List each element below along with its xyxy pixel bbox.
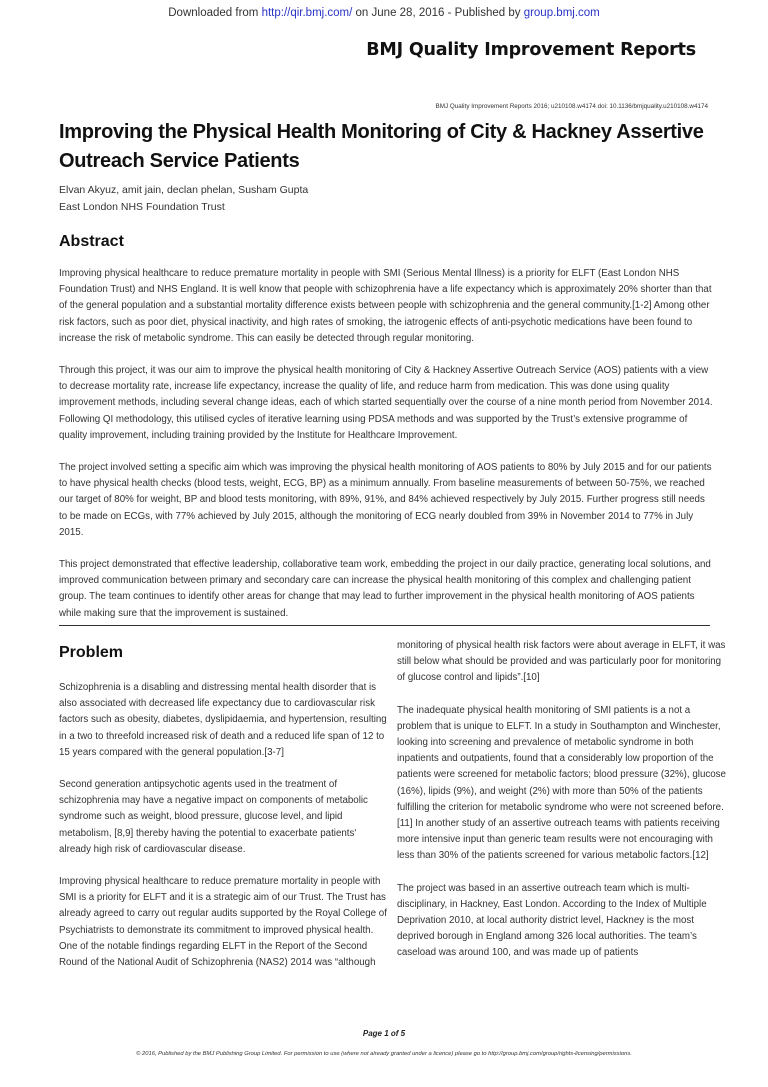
article-title: Improving the Physical Health Monitoring of City & Hackney Assertive Outreach Service Patients: [59, 121, 704, 172]
abstract-body: [59, 266, 714, 638]
right-column: [397, 638, 727, 978]
body-paragraph: monitoring of physical health risk factors were about average in ELFT, it was still below what should be provided and was particularly poor for monitoring of glucose control and lipids”.[10]: [397, 640, 726, 684]
journal-name: BMJ Quality Improvement Reports: [366, 40, 696, 60]
copyright-notice: © 2016, Published by the BMJ Publishing Group Limited. For permission to use (where not already granted under a licence) please go to http://group.bmj.com/group/rights-licensing/permissions.: [136, 1051, 632, 1057]
abstract-paragraph: Improving physical healthcare to reduce premature mortality in people with SMI (Serious Mental Illness) is a priority for ELFT (East London NHS Foundation Trust) and NHS England. It is well know that people with schizophrenia have a life expectancy which is approximately 20% shorter than that of the general population and a substantial mortality difference exists between people with schizophrenia and the general community.[1-2] Among other risk factors, such as poor diet, physical inactivity, and high rates of smoking, the iatrogenic effects of anti-psychotic medications have been found to increase the risk of metabolic syndrome. This can easily be detected through regular monitoring.: [59, 268, 712, 344]
publisher-link[interactable]: group.bmj.com: [523, 7, 600, 19]
body-paragraph: The inadequate physical health monitoring of SMI patients is a not a problem that is unique to ELFT. In a study in Southampton and Winchester, looking into screening and prevalence of metabolic syndrome in both inpatients and outpatients, found that a considerably low proportion of the patients were screened for metabolic factors; blood pressure (32%), glucose (16%), lipids (9%), and weight (2%) with more than 50% of the patients fulfilling the criterion for metabolic syndrome who were not screened before.[11] In another study of an assertive outreach teams with patients receiving more intensive input than generic team results were not encouraging with less than 30% of the patients screened for various metabolic factors.[12]: [397, 704, 726, 862]
abstract-paragraph: Through this project, it was our aim to improve the physical health monitoring of City & Hackney Assertive Outreach Service (AOS) patients with a view to decrease mortality rate, increase life expectancy, increase the quality of life, and reduce harm from medication. This was done using quality improvement methods, including several change ideas, each of which started sequentially over the course of a nine month period from November 2014. Following QI methodology, this utilised cycles of iterative learning using PDSA methods and was supported by the Trust’s extensive programme of quality improvement, including training provided by the Institute for Healthcare Improvement.: [59, 365, 713, 441]
page-number: Page 1 of 5: [362, 1029, 406, 1038]
left-column: [59, 680, 389, 987]
body-paragraph: Second generation antipsychotic agents used in the treatment of schizophrenia may have a negative impact on components of metabolic syndrome such as weight, blood pressure, glucose level, and lipid metabolism, [8,9] thereby having the potential to exacerbate patients' already high risk of cardiovascular disease.: [59, 779, 368, 855]
authors: Elvan Akyuz, amit jain, declan phelan, Susham Gupta: [59, 184, 309, 196]
problem-heading: Problem: [59, 644, 124, 661]
site-link[interactable]: http://qir.bmj.com/: [261, 7, 353, 19]
affiliation: East London NHS Foundation Trust: [59, 201, 225, 213]
abstract-paragraph: The project involved setting a specific aim which was improving the physical health monitoring of AOS patients to 80% by July 2015 and for our patients to have physical health checks (blood tests, weight, ECG, BP) as a minimum annually. From baseline measurements of between 50-75%, we reached our target of 80% for weight, BP and blood tests monitoring, with 89%, 91%, and 84% achieved respectively by July 2015. Further progress still needs to be made on ECGs, with 77% achieved by July 2015, although the monitoring of ECG nearly doubled from 39% in November 2014 to 77% in July 2015.: [59, 462, 712, 538]
body-paragraph: Schizophrenia is a disabling and distressing mental health disorder that is also associated with decreased life expectancy due to cardiovascular risk factors such as obesity, diabetes, dyslipidaemia, and hypertension, resulting in a two to threefold increased risk of death and a reduced life span of 12 to 15 years compared with the general population.[3-7]: [59, 682, 387, 758]
banner-middle: on June 28, 2016 - Published by: [352, 7, 524, 19]
body-paragraph: The project was based in an assertive outreach team which is multi-disciplinary, in Hackney, East London. According to the Index of Multiple Deprivation 2010, at local authority district level, Hackney is the most deprived borough in England among 326 local authorities. The team’s caseload was around 100, and was made up of patients: [397, 882, 707, 959]
citation: BMJ Quality Improvement Reports 2016; u210108.w4174 doi: 10.1136/bmjquality.u210108.w4174: [435, 103, 708, 110]
section-divider: [59, 625, 710, 626]
body-paragraph: Improving physical healthcare to reduce premature mortality in people with SMI is a priority for ELFT and it is a strategic aim of our Trust. The Trust has already agreed to carry out regular audits supported by the Royal College of Psychiatrists to demonstrate its commitment to improved physical health. One of the notable findings regarding ELFT in the Report of the Second Round of the National Audit of Schizophrenia (NAS2) 2014 was “although: [59, 876, 387, 969]
abstract-heading: Abstract: [59, 233, 124, 250]
banner-prefix: Downloaded from: [168, 7, 262, 19]
author-block: [59, 182, 308, 216]
download-banner: [0, 7, 768, 19]
abstract-paragraph: This project demonstrated that effective leadership, collaborative team work, embedding the project in our daily practice, generating local solutions, and improved communication between primary and secondary care can increase the physical health monitoring of this complex and challenging patient group. The team continues to identify other areas for change that may lead to further improvement in the physical health monitoring of AOS patients while making sure that the improvement is sustained.: [59, 559, 711, 619]
